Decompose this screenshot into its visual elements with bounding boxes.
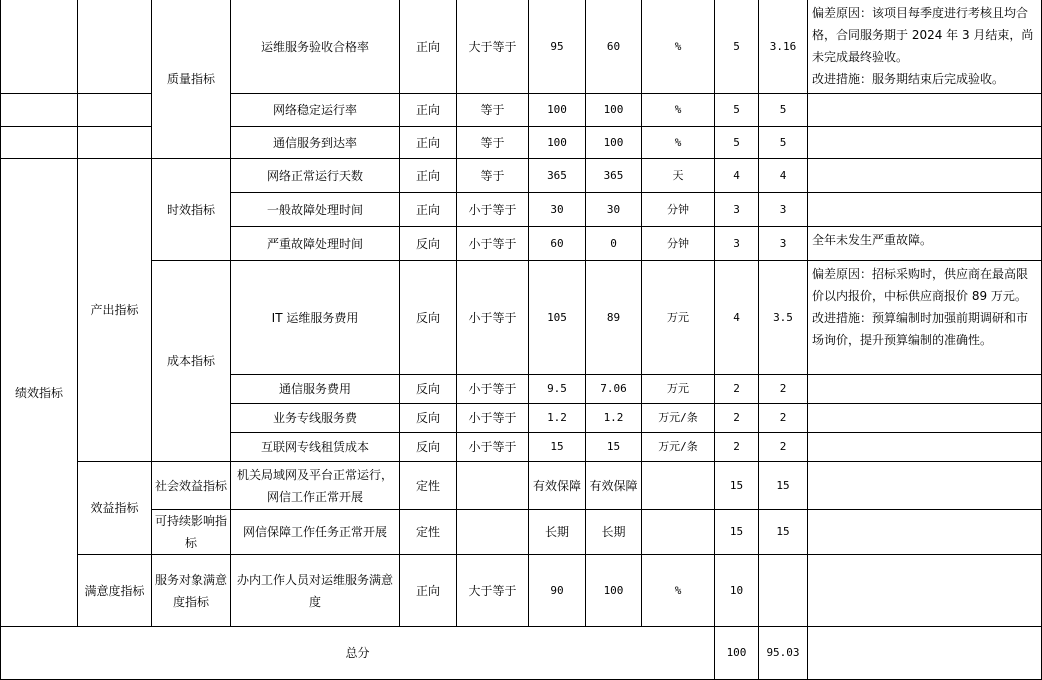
operator-cell — [457, 510, 529, 555]
indicator-name: 严重故障处理时间 — [231, 227, 400, 261]
score-cell: 3 — [759, 227, 808, 261]
total-row — [1, 627, 1042, 680]
weight-cell: 5 — [715, 127, 759, 159]
target-value: 365 — [529, 159, 586, 193]
target-value: 15 — [529, 433, 586, 462]
operator-cell: 等于 — [457, 127, 529, 159]
improvement-measure: 改进措施：预算编制时加强前期调研和市场询价，提升预算编制的准确性。 — [812, 311, 1029, 347]
total-note — [808, 627, 1042, 680]
unit-cell: % — [642, 555, 715, 627]
score-cell: 4 — [759, 159, 808, 193]
unit-cell: 万元/条 — [642, 404, 715, 433]
deviation-reason: 偏差原因：招标采购时，供应商在最高限价以内报价，中标供应商报价 89 万元。 — [812, 267, 1029, 303]
unit-cell — [642, 462, 715, 510]
deviation-note — [808, 510, 1042, 555]
deviation-note — [808, 433, 1042, 462]
table-row — [1, 261, 1042, 375]
direction-cell: 定性 — [400, 462, 457, 510]
direction-cell: 正向 — [400, 555, 457, 627]
score-cell: 5 — [759, 94, 808, 127]
weight-cell: 3 — [715, 193, 759, 227]
target-value: 长期 — [529, 510, 586, 555]
unit-cell: % — [642, 0, 715, 94]
weight-cell: 10 — [715, 555, 759, 627]
operator-cell: 小于等于 — [457, 375, 529, 404]
actual-value: 7.06 — [586, 375, 642, 404]
deviation-note — [808, 375, 1042, 404]
score-cell: 15 — [759, 462, 808, 510]
deviation-note — [808, 404, 1042, 433]
target-value: 30 — [529, 193, 586, 227]
level2-cell — [78, 0, 152, 94]
score-cell: 2 — [759, 375, 808, 404]
weight-cell: 15 — [715, 462, 759, 510]
score-cell: 3.5 — [759, 261, 808, 375]
level2-cell: 产出指标 — [78, 159, 152, 462]
total-weight: 100 — [715, 627, 759, 680]
indicator-name: 网络正常运行天数 — [231, 159, 400, 193]
unit-cell — [642, 510, 715, 555]
indicator-name: 通信服务到达率 — [231, 127, 400, 159]
actual-value: 100 — [586, 127, 642, 159]
direction-cell: 定性 — [400, 510, 457, 555]
indicator-name: IT 运维服务费用 — [231, 261, 400, 375]
target-value: 9.5 — [529, 375, 586, 404]
weight-cell: 4 — [715, 261, 759, 375]
deviation-note — [808, 227, 1042, 261]
actual-value: 100 — [586, 94, 642, 127]
direction-cell: 正向 — [400, 159, 457, 193]
level1-cell — [1, 0, 78, 94]
indicator-name: 运维服务验收合格率 — [231, 0, 400, 94]
deviation-note — [808, 261, 1042, 375]
weight-cell: 2 — [715, 433, 759, 462]
level3-cell: 可持续影响指标 — [152, 510, 231, 555]
unit-cell: % — [642, 127, 715, 159]
actual-value: 有效保障 — [586, 462, 642, 510]
level3-cell: 成本指标 — [152, 261, 231, 462]
target-value: 105 — [529, 261, 586, 375]
actual-value: 30 — [586, 193, 642, 227]
target-value: 100 — [529, 94, 586, 127]
actual-value: 长期 — [586, 510, 642, 555]
score-cell: 2 — [759, 433, 808, 462]
direction-cell: 反向 — [400, 261, 457, 375]
deviation-note — [808, 462, 1042, 510]
score-cell: 3.16 — [759, 0, 808, 94]
level3-cell: 服务对象满意度指标 — [152, 555, 231, 627]
unit-cell: % — [642, 94, 715, 127]
unit-cell: 万元/条 — [642, 433, 715, 462]
unit-cell: 万元 — [642, 261, 715, 375]
deviation-note — [808, 127, 1042, 159]
score-cell: 5 — [759, 127, 808, 159]
direction-cell: 正向 — [400, 94, 457, 127]
target-value: 90 — [529, 555, 586, 627]
direction-cell: 反向 — [400, 375, 457, 404]
deviation-reason: 全年未发生严重故障。 — [812, 233, 933, 247]
operator-cell: 等于 — [457, 94, 529, 127]
level1-cell — [1, 127, 78, 159]
unit-cell: 分钟 — [642, 193, 715, 227]
indicator-name: 通信服务费用 — [231, 375, 400, 404]
target-value: 95 — [529, 0, 586, 94]
deviation-note — [808, 0, 1042, 94]
actual-value: 100 — [586, 555, 642, 627]
operator-cell: 小于等于 — [457, 404, 529, 433]
total-label: 总分 — [1, 627, 715, 680]
operator-cell: 小于等于 — [457, 261, 529, 375]
level1-cell: 绩效指标 — [1, 159, 78, 627]
weight-cell: 3 — [715, 227, 759, 261]
actual-value: 0 — [586, 227, 642, 261]
unit-cell: 万元 — [642, 375, 715, 404]
operator-cell: 大于等于 — [457, 0, 529, 94]
improvement-measure: 改进措施：服务期结束后完成验收。 — [812, 72, 1005, 86]
indicator-name: 网络稳定运行率 — [231, 94, 400, 127]
operator-cell — [457, 462, 529, 510]
total-score: 95.03 — [759, 627, 808, 680]
level3-cell: 质量指标 — [152, 0, 231, 159]
actual-value: 1.2 — [586, 404, 642, 433]
direction-cell: 反向 — [400, 404, 457, 433]
operator-cell: 等于 — [457, 159, 529, 193]
score-cell — [759, 555, 808, 627]
weight-cell: 15 — [715, 510, 759, 555]
deviation-note — [808, 555, 1042, 627]
target-value: 60 — [529, 227, 586, 261]
level2-cell: 满意度指标 — [78, 555, 152, 627]
level3-cell: 社会效益指标 — [152, 462, 231, 510]
unit-cell: 天 — [642, 159, 715, 193]
table-row — [1, 0, 1042, 94]
score-cell: 15 — [759, 510, 808, 555]
indicator-name: 机关局域网及平台正常运行，网信工作正常开展 — [231, 462, 400, 510]
level2-cell: 效益指标 — [78, 462, 152, 555]
deviation-note — [808, 193, 1042, 227]
table-row — [1, 510, 1042, 555]
operator-cell: 大于等于 — [457, 555, 529, 627]
weight-cell: 2 — [715, 375, 759, 404]
weight-cell: 5 — [715, 0, 759, 94]
weight-cell: 5 — [715, 94, 759, 127]
indicator-name: 一般故障处理时间 — [231, 193, 400, 227]
target-value: 100 — [529, 127, 586, 159]
unit-cell: 分钟 — [642, 227, 715, 261]
direction-cell: 正向 — [400, 127, 457, 159]
weight-cell: 2 — [715, 404, 759, 433]
table-row — [1, 159, 1042, 193]
level2-cell — [78, 94, 152, 127]
actual-value: 89 — [586, 261, 642, 375]
score-cell: 2 — [759, 404, 808, 433]
actual-value: 15 — [586, 433, 642, 462]
direction-cell: 正向 — [400, 0, 457, 94]
deviation-reason: 偏差原因：该项目每季度进行考核且均合格，合同服务期于 2024 年 3 月结束，尚未完成最终验收。 — [812, 6, 1034, 64]
target-value: 1.2 — [529, 404, 586, 433]
level3-cell: 时效指标 — [152, 159, 231, 261]
level1-cell — [1, 94, 78, 127]
direction-cell: 正向 — [400, 193, 457, 227]
actual-value: 60 — [586, 0, 642, 94]
score-cell: 3 — [759, 193, 808, 227]
indicator-name: 业务专线服务费 — [231, 404, 400, 433]
table-row — [1, 555, 1042, 627]
indicator-name: 办内工作人员对运维服务满意度 — [231, 555, 400, 627]
deviation-note — [808, 159, 1042, 193]
indicator-name: 互联网专线租赁成本 — [231, 433, 400, 462]
operator-cell: 小于等于 — [457, 193, 529, 227]
operator-cell: 小于等于 — [457, 433, 529, 462]
direction-cell: 反向 — [400, 227, 457, 261]
direction-cell: 反向 — [400, 433, 457, 462]
indicator-name: 网信保障工作任务正常开展 — [231, 510, 400, 555]
level2-cell — [78, 127, 152, 159]
deviation-note — [808, 94, 1042, 127]
weight-cell: 4 — [715, 159, 759, 193]
table-row — [1, 462, 1042, 510]
operator-cell: 小于等于 — [457, 227, 529, 261]
target-value: 有效保障 — [529, 462, 586, 510]
actual-value: 365 — [586, 159, 642, 193]
